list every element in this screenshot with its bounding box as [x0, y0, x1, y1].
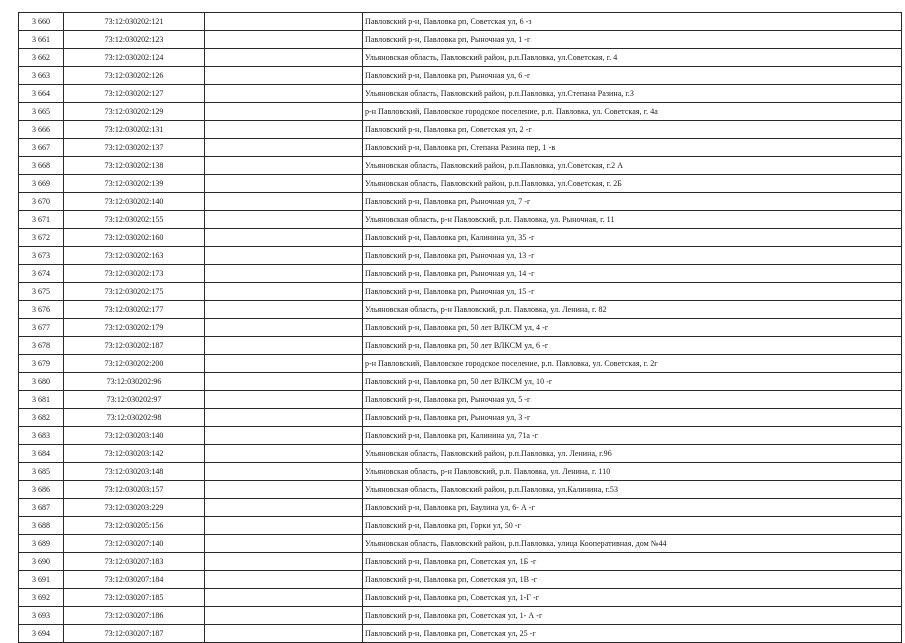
- address-cell: Павловский р-н, Павловка рп, Советская ул, 1-Г -г: [363, 589, 902, 607]
- empty-cell: [205, 139, 363, 157]
- table-row: [19, 373, 902, 391]
- cadastral-number-cell: 73:12:030203:148: [64, 463, 205, 481]
- cadastral-number-cell: 73:12:030202:121: [64, 13, 205, 31]
- table-row: [19, 265, 902, 283]
- row-number-cell: 3 678: [19, 337, 64, 355]
- cadastral-number-cell: 73:12:030202:127: [64, 85, 205, 103]
- table-row: [19, 67, 902, 85]
- cadastral-number-cell: 73:12:030202:129: [64, 103, 205, 121]
- address-cell: Павловский р-н, Павловка рп, Баулина ул, 6- А -г: [363, 499, 902, 517]
- cadastral-number-cell: 73:12:030202:187: [64, 337, 205, 355]
- table-row: [19, 499, 902, 517]
- empty-cell: [205, 463, 363, 481]
- row-number-cell: 3 690: [19, 553, 64, 571]
- row-number-cell: 3 692: [19, 589, 64, 607]
- cadastral-number-cell: 73:12:030202:138: [64, 157, 205, 175]
- row-number-cell: 3 670: [19, 193, 64, 211]
- cadastral-number-cell: 73:12:030203:229: [64, 499, 205, 517]
- empty-cell: [205, 409, 363, 427]
- empty-cell: [205, 301, 363, 319]
- row-number-cell: 3 676: [19, 301, 64, 319]
- empty-cell: [205, 607, 363, 625]
- registry-table-body: [19, 13, 902, 643]
- table-row: [19, 463, 902, 481]
- address-cell: Павловский р-н, Павловка рп, Советская ул, 6 -з: [363, 13, 902, 31]
- address-cell: Павловский р-н, Павловка рп, 50 лет ВЛКСМ ул, 4 -г: [363, 319, 902, 337]
- row-number-cell: 3 681: [19, 391, 64, 409]
- table-row: [19, 445, 902, 463]
- address-cell: Павловский р-н, Павловка рп, Советская ул, 25 -г: [363, 625, 902, 643]
- table-row: [19, 301, 902, 319]
- table-row: [19, 391, 902, 409]
- cadastral-number-cell: 73:12:030202:175: [64, 283, 205, 301]
- table-row: [19, 427, 902, 445]
- table-row: [19, 319, 902, 337]
- table-row: [19, 571, 902, 589]
- row-number-cell: 3 687: [19, 499, 64, 517]
- address-cell: Павловский р-н, Павловка рп, Советская ул, 1Б -г: [363, 553, 902, 571]
- empty-cell: [205, 265, 363, 283]
- row-number-cell: 3 691: [19, 571, 64, 589]
- row-number-cell: 3 679: [19, 355, 64, 373]
- address-cell: Павловский р-н, Павловка рп, Калинина ул, 35 -г: [363, 229, 902, 247]
- empty-cell: [205, 85, 363, 103]
- address-cell: Ульяновская область, Павловский район, р.п.Павловка, ул.Степана Разина, г.3: [363, 85, 902, 103]
- empty-cell: [205, 391, 363, 409]
- empty-cell: [205, 589, 363, 607]
- empty-cell: [205, 247, 363, 265]
- address-cell: Павловский р-н, Павловка рп, Рыночная ул, 14 -г: [363, 265, 902, 283]
- table-row: [19, 247, 902, 265]
- row-number-cell: 3 689: [19, 535, 64, 553]
- address-cell: Павловский р-н, Павловка рп, Советская ул, 2 -г: [363, 121, 902, 139]
- row-number-cell: 3 688: [19, 517, 64, 535]
- row-number-cell: 3 672: [19, 229, 64, 247]
- cadastral-number-cell: 73:12:030207:184: [64, 571, 205, 589]
- cadastral-number-cell: 73:12:030202:131: [64, 121, 205, 139]
- cadastral-number-cell: 73:12:030202:139: [64, 175, 205, 193]
- row-number-cell: 3 675: [19, 283, 64, 301]
- address-cell: Павловский р-н, Павловка рп, Рыночная ул, 7 -г: [363, 193, 902, 211]
- table-row: [19, 157, 902, 175]
- table-row: [19, 553, 902, 571]
- address-cell: Ульяновская область, Павловский район, р.п.Павловка, ул.Советская, г.2 А: [363, 157, 902, 175]
- cadastral-number-cell: 73:12:030207:183: [64, 553, 205, 571]
- registry-table: [18, 12, 902, 643]
- row-number-cell: 3 667: [19, 139, 64, 157]
- row-number-cell: 3 663: [19, 67, 64, 85]
- cadastral-number-cell: 73:12:030202:97: [64, 391, 205, 409]
- table-row: [19, 175, 902, 193]
- address-cell: р-н Павловский, Павловское городское поселение, р.п. Павловка, ул. Советская, г. 2г: [363, 355, 902, 373]
- row-number-cell: 3 664: [19, 85, 64, 103]
- address-cell: Павловский р-н, Павловка рп, Рыночная ул, 5 -г: [363, 391, 902, 409]
- empty-cell: [205, 535, 363, 553]
- row-number-cell: 3 683: [19, 427, 64, 445]
- cadastral-number-cell: 73:12:030203:140: [64, 427, 205, 445]
- row-number-cell: 3 668: [19, 157, 64, 175]
- empty-cell: [205, 103, 363, 121]
- empty-cell: [205, 229, 363, 247]
- empty-cell: [205, 445, 363, 463]
- table-row: [19, 121, 902, 139]
- cadastral-number-cell: 73:12:030207:140: [64, 535, 205, 553]
- address-cell: Ульяновская область, р-н Павловский, р.п. Павловка, ул. Ленина, г. 110: [363, 463, 902, 481]
- table-row: [19, 229, 902, 247]
- address-cell: Павловский р-н, Павловка рп, Рыночная ул, 1 -г: [363, 31, 902, 49]
- address-cell: Павловский р-н, Павловка рп, Горки ул, 50 -г: [363, 517, 902, 535]
- empty-cell: [205, 49, 363, 67]
- table-row: [19, 85, 902, 103]
- row-number-cell: 3 660: [19, 13, 64, 31]
- table-row: [19, 535, 902, 553]
- cadastral-number-cell: 73:12:030202:173: [64, 265, 205, 283]
- empty-cell: [205, 355, 363, 373]
- table-row: [19, 517, 902, 535]
- empty-cell: [205, 193, 363, 211]
- row-number-cell: 3 662: [19, 49, 64, 67]
- table-row: [19, 409, 902, 427]
- cadastral-number-cell: 73:12:030207:185: [64, 589, 205, 607]
- table-row: [19, 211, 902, 229]
- address-cell: Ульяновская область, Павловский район, р.п.Павловка, ул.Советская, г. 2Б: [363, 175, 902, 193]
- row-number-cell: 3 686: [19, 481, 64, 499]
- address-cell: Павловский р-н, Павловка рп, Рыночная ул, 13 -г: [363, 247, 902, 265]
- empty-cell: [205, 121, 363, 139]
- row-number-cell: 3 674: [19, 265, 64, 283]
- empty-cell: [205, 337, 363, 355]
- empty-cell: [205, 499, 363, 517]
- address-cell: р-н Павловский, Павловское городское поселение, р.п. Павловка, ул. Советская, г. 4а: [363, 103, 902, 121]
- empty-cell: [205, 157, 363, 175]
- row-number-cell: 3 694: [19, 625, 64, 643]
- empty-cell: [205, 319, 363, 337]
- cadastral-number-cell: 73:12:030202:137: [64, 139, 205, 157]
- empty-cell: [205, 571, 363, 589]
- empty-cell: [205, 67, 363, 85]
- empty-cell: [205, 517, 363, 535]
- empty-cell: [205, 13, 363, 31]
- empty-cell: [205, 481, 363, 499]
- row-number-cell: 3 661: [19, 31, 64, 49]
- address-cell: Павловский р-н, Павловка рп, Советская ул, 1- А -г: [363, 607, 902, 625]
- cadastral-number-cell: 73:12:030207:186: [64, 607, 205, 625]
- table-row: [19, 589, 902, 607]
- table-row: [19, 139, 902, 157]
- row-number-cell: 3 693: [19, 607, 64, 625]
- address-cell: Павловский р-н, Павловка рп, Рыночная ул, 3 -г: [363, 409, 902, 427]
- table-row: [19, 31, 902, 49]
- address-cell: Павловский р-н, Павловка рп, 50 лет ВЛКСМ ул, 6 -г: [363, 337, 902, 355]
- address-cell: Павловский р-н, Павловка рп, Рыночная ул, 6 -г: [363, 67, 902, 85]
- empty-cell: [205, 175, 363, 193]
- cadastral-number-cell: 73:12:030202:160: [64, 229, 205, 247]
- table-row: [19, 49, 902, 67]
- table-row: [19, 193, 902, 211]
- table-row: [19, 103, 902, 121]
- row-number-cell: 3 671: [19, 211, 64, 229]
- address-cell: Ульяновская область, Павловский район, р.п.Павловка, ул. Ленина, г.96: [363, 445, 902, 463]
- row-number-cell: 3 677: [19, 319, 64, 337]
- address-cell: Павловский р-н, Павловка рп, Калинина ул, 71а -г: [363, 427, 902, 445]
- table-row: [19, 337, 902, 355]
- table-row: [19, 13, 902, 31]
- cadastral-number-cell: 73:12:030205:156: [64, 517, 205, 535]
- address-cell: Павловский р-н, Павловка рп, Рыночная ул, 15 -г: [363, 283, 902, 301]
- cadastral-number-cell: 73:12:030202:163: [64, 247, 205, 265]
- cadastral-number-cell: 73:12:030202:123: [64, 31, 205, 49]
- table-row: [19, 607, 902, 625]
- empty-cell: [205, 31, 363, 49]
- empty-cell: [205, 553, 363, 571]
- cadastral-number-cell: 73:12:030202:98: [64, 409, 205, 427]
- row-number-cell: 3 673: [19, 247, 64, 265]
- address-cell: Ульяновская область, Павловский район, р.п.Павловка, ул.Калинина, г.53: [363, 481, 902, 499]
- address-cell: Ульяновская область, Павловский район, р.п.Павловка, улица Кооперативная, дом №44: [363, 535, 902, 553]
- address-cell: Павловский р-н, Павловка рп, 50 лет ВЛКСМ ул, 10 -г: [363, 373, 902, 391]
- row-number-cell: 3 684: [19, 445, 64, 463]
- empty-cell: [205, 373, 363, 391]
- cadastral-number-cell: 73:12:030202:179: [64, 319, 205, 337]
- row-number-cell: 3 682: [19, 409, 64, 427]
- address-cell: Ульяновская область, р-н Павловский, р.п. Павловка, ул. Ленина, г. 82: [363, 301, 902, 319]
- address-cell: Павловский р-н, Павловка рп, Степана Разина пер, 1 -в: [363, 139, 902, 157]
- cadastral-number-cell: 73:12:030202:177: [64, 301, 205, 319]
- address-cell: Ульяновская область, р-н Павловский, р.п. Павловка, ул. Рыночная, г. 11: [363, 211, 902, 229]
- row-number-cell: 3 666: [19, 121, 64, 139]
- cadastral-number-cell: 73:12:030202:140: [64, 193, 205, 211]
- cadastral-number-cell: 73:12:030202:200: [64, 355, 205, 373]
- row-number-cell: 3 665: [19, 103, 64, 121]
- cadastral-number-cell: 73:12:030203:157: [64, 481, 205, 499]
- cadastral-number-cell: 73:12:030203:142: [64, 445, 205, 463]
- cadastral-number-cell: 73:12:030202:96: [64, 373, 205, 391]
- cadastral-number-cell: 73:12:030202:126: [64, 67, 205, 85]
- table-row: [19, 355, 902, 373]
- row-number-cell: 3 669: [19, 175, 64, 193]
- empty-cell: [205, 283, 363, 301]
- address-cell: Павловский р-н, Павловка рп, Советская ул, 1В -г: [363, 571, 902, 589]
- address-cell: Ульяновская область, Павловский район, р.п.Павловка, ул.Советская, г. 4: [363, 49, 902, 67]
- table-row: [19, 283, 902, 301]
- cadastral-number-cell: 73:12:030207:187: [64, 625, 205, 643]
- empty-cell: [205, 427, 363, 445]
- row-number-cell: 3 685: [19, 463, 64, 481]
- cadastral-number-cell: 73:12:030202:124: [64, 49, 205, 67]
- table-row: [19, 481, 902, 499]
- empty-cell: [205, 211, 363, 229]
- row-number-cell: 3 680: [19, 373, 64, 391]
- cadastral-number-cell: 73:12:030202:155: [64, 211, 205, 229]
